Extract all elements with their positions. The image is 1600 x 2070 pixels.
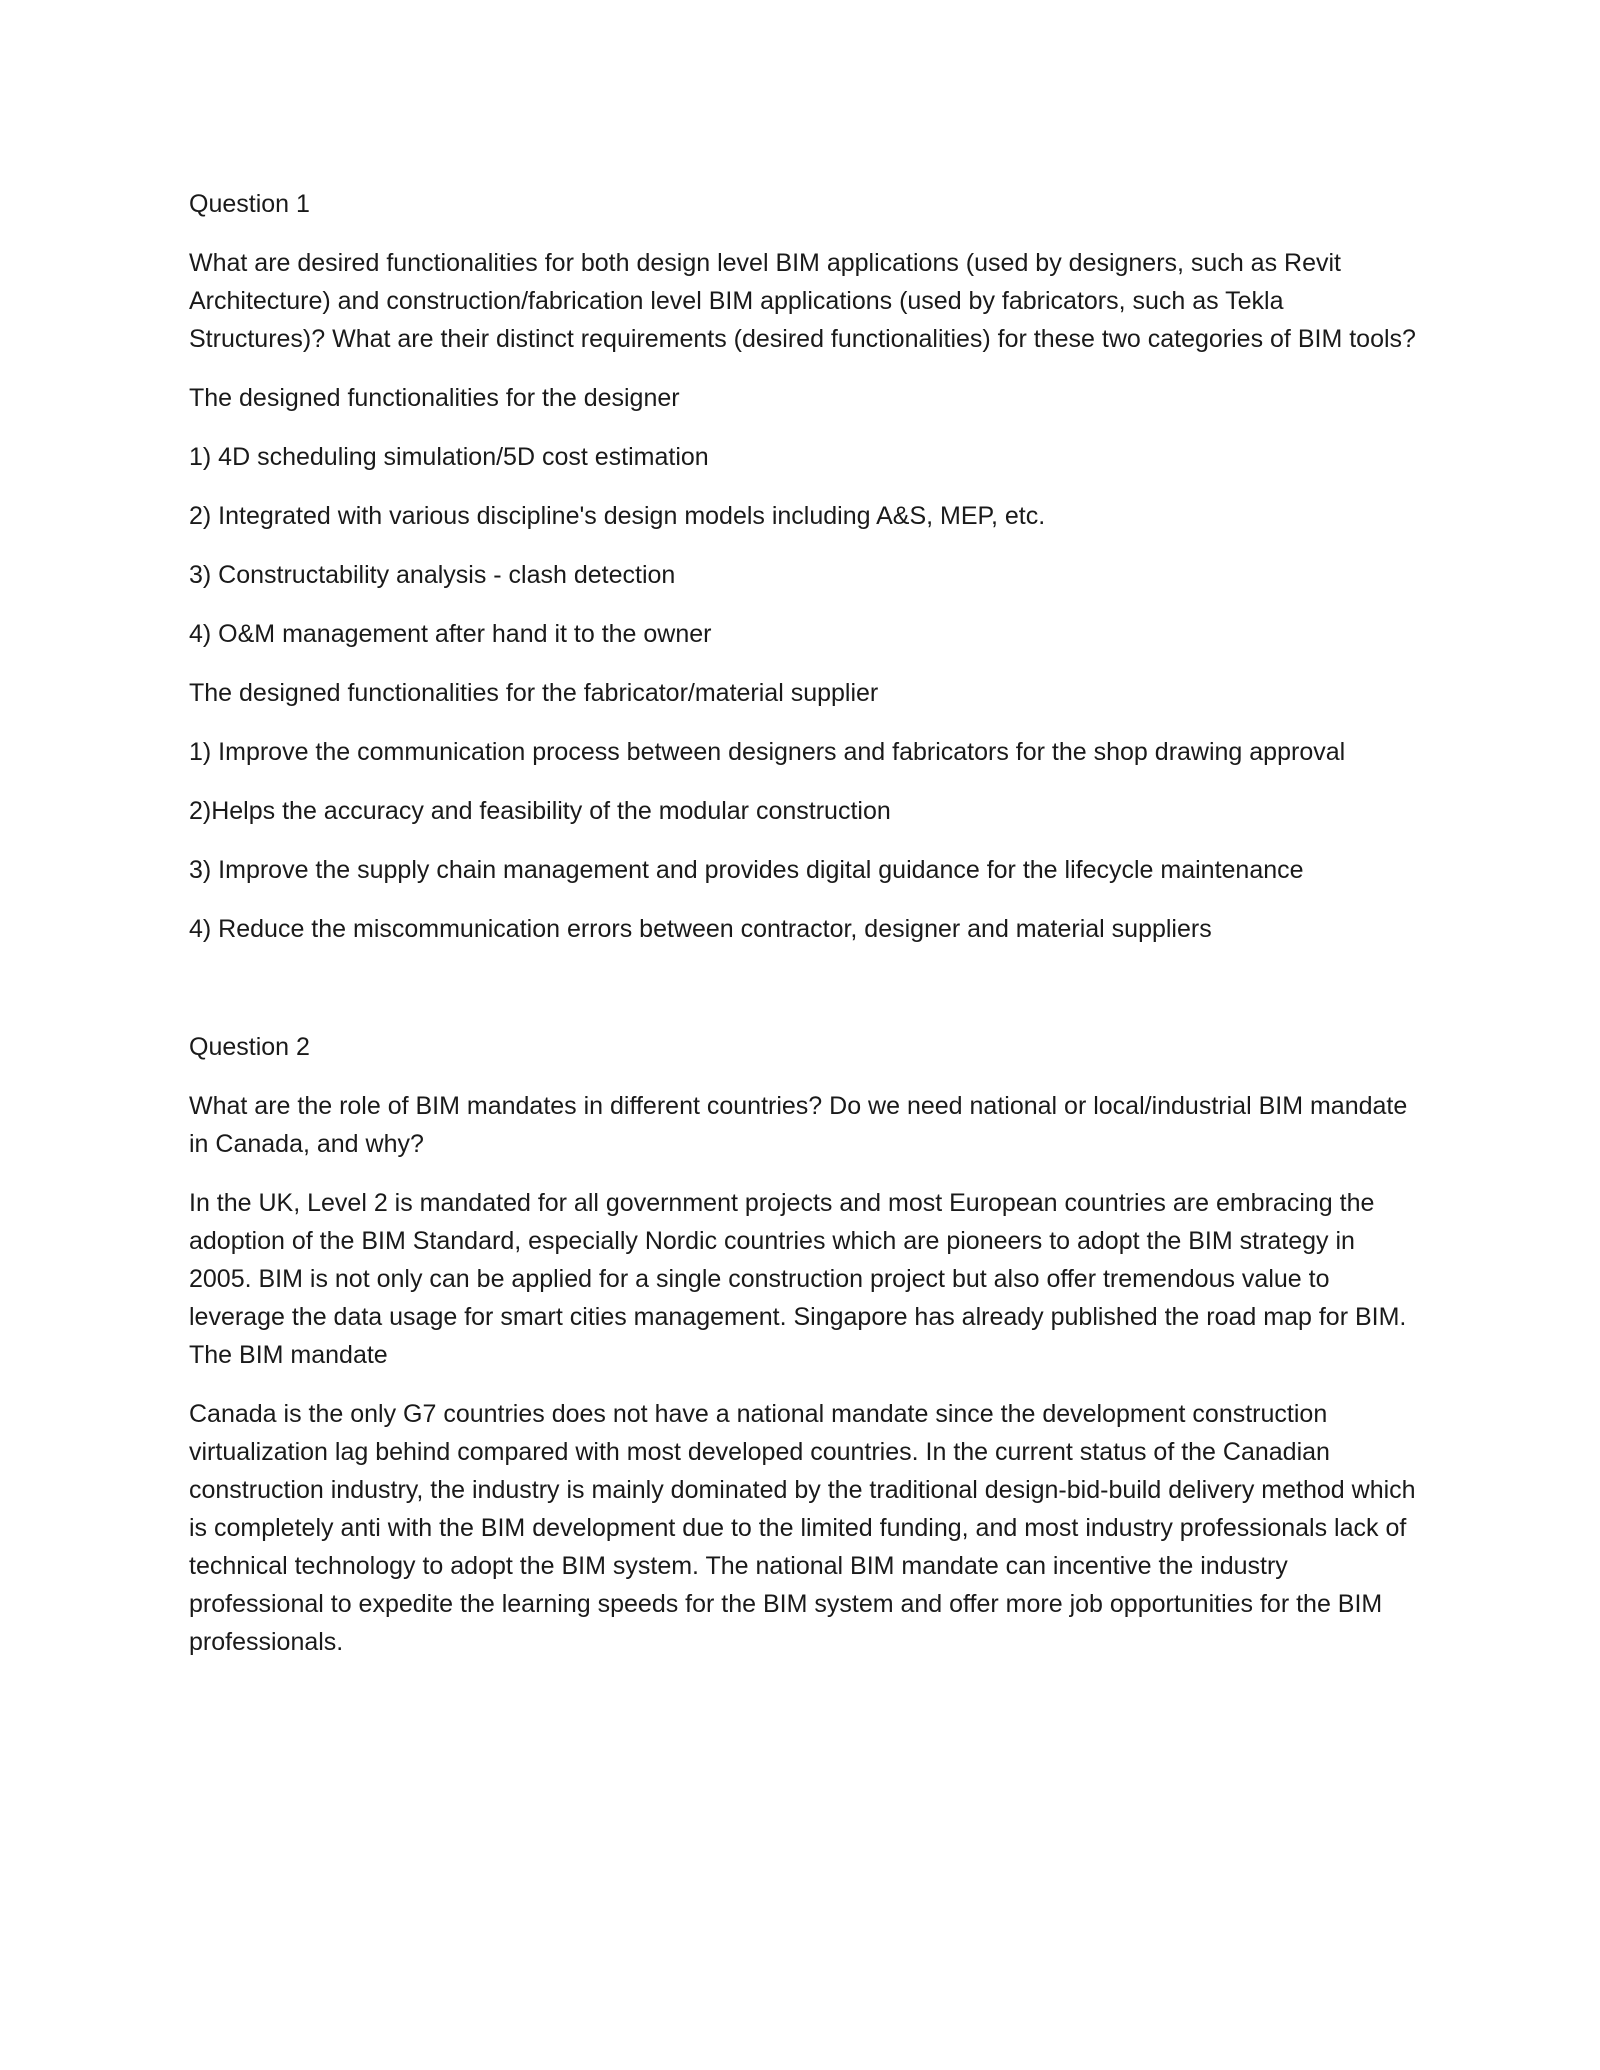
fabricator-item-4: 4) Reduce the miscommunication errors between contractor, designer and material suppliers (189, 915, 1212, 943)
designer-item-2: 2) Integrated with various discipline's design models including A&S, MEP, etc. (189, 502, 1046, 530)
designer-item-1: 1) 4D scheduling simulation/5D cost estimation (189, 443, 709, 471)
document-page (189, 185, 1419, 1682)
fabricator-item-1: 1) Improve the communication process between designers and fabricators for the shop drawing approval (189, 738, 1346, 766)
fabricator-item-2: 2)Helps the accuracy and feasibility of the modular construction (189, 797, 891, 825)
designer-item-3: 3) Constructability analysis - clash detection (189, 561, 676, 589)
question-1-heading: Question 1 (189, 190, 310, 218)
question-2-heading: Question 2 (189, 1033, 310, 1061)
question-2-prompt: What are the role of BIM mandates in different countries? Do we need national or local/industrial BIM mandate in Canada, and why? (189, 1092, 1408, 1158)
fabricator-item-3: 3) Improve the supply chain management and provides digital guidance for the lifecycle maintenance (189, 856, 1304, 884)
question-1-prompt: What are desired functionalities for both design level BIM applications (used by designers, such as Revit Architecture) and construction/fabrication level BIM applications (used by fabricators, such as Tekla Structures)? What are their distinct requirements (desired functionalities) for these two categories of BIM tools? (189, 249, 1416, 353)
question-2-answer-paragraph-1: In the UK, Level 2 is mandated for all government projects and most European countries are embracing the adoption of the BIM Standard, especially Nordic countries which are pioneers to adopt the BIM strategy in 2005. BIM is not only can be applied for a single construction project but also offer tremendous value to leverage the data usage for smart cities management. Singapore has already published the road map for BIM. The BIM mandate (189, 1189, 1407, 1369)
designer-item-4: 4) O&M management after hand it to the owner (189, 620, 712, 648)
designer-functionalities-heading: The designed functionalities for the designer (189, 384, 680, 412)
fabricator-functionalities-heading: The designed functionalities for the fabricator/material supplier (189, 679, 879, 707)
section-spacer (189, 969, 1419, 1028)
question-2-answer-paragraph-2: Canada is the only G7 countries does not have a national mandate since the development construction virtualization lag behind compared with most developed countries. In the current status of the Canadian construction industry, the industry is mainly dominated by the traditional design-bid-build delivery method which is completely anti with the BIM development due to the limited funding, and most industry professionals lack of technical technology to adopt the BIM system. The national BIM mandate can incentive the industry professional to expedite the learning speeds for the BIM system and offer more job opportunities for the BIM professionals. (189, 1400, 1416, 1656)
